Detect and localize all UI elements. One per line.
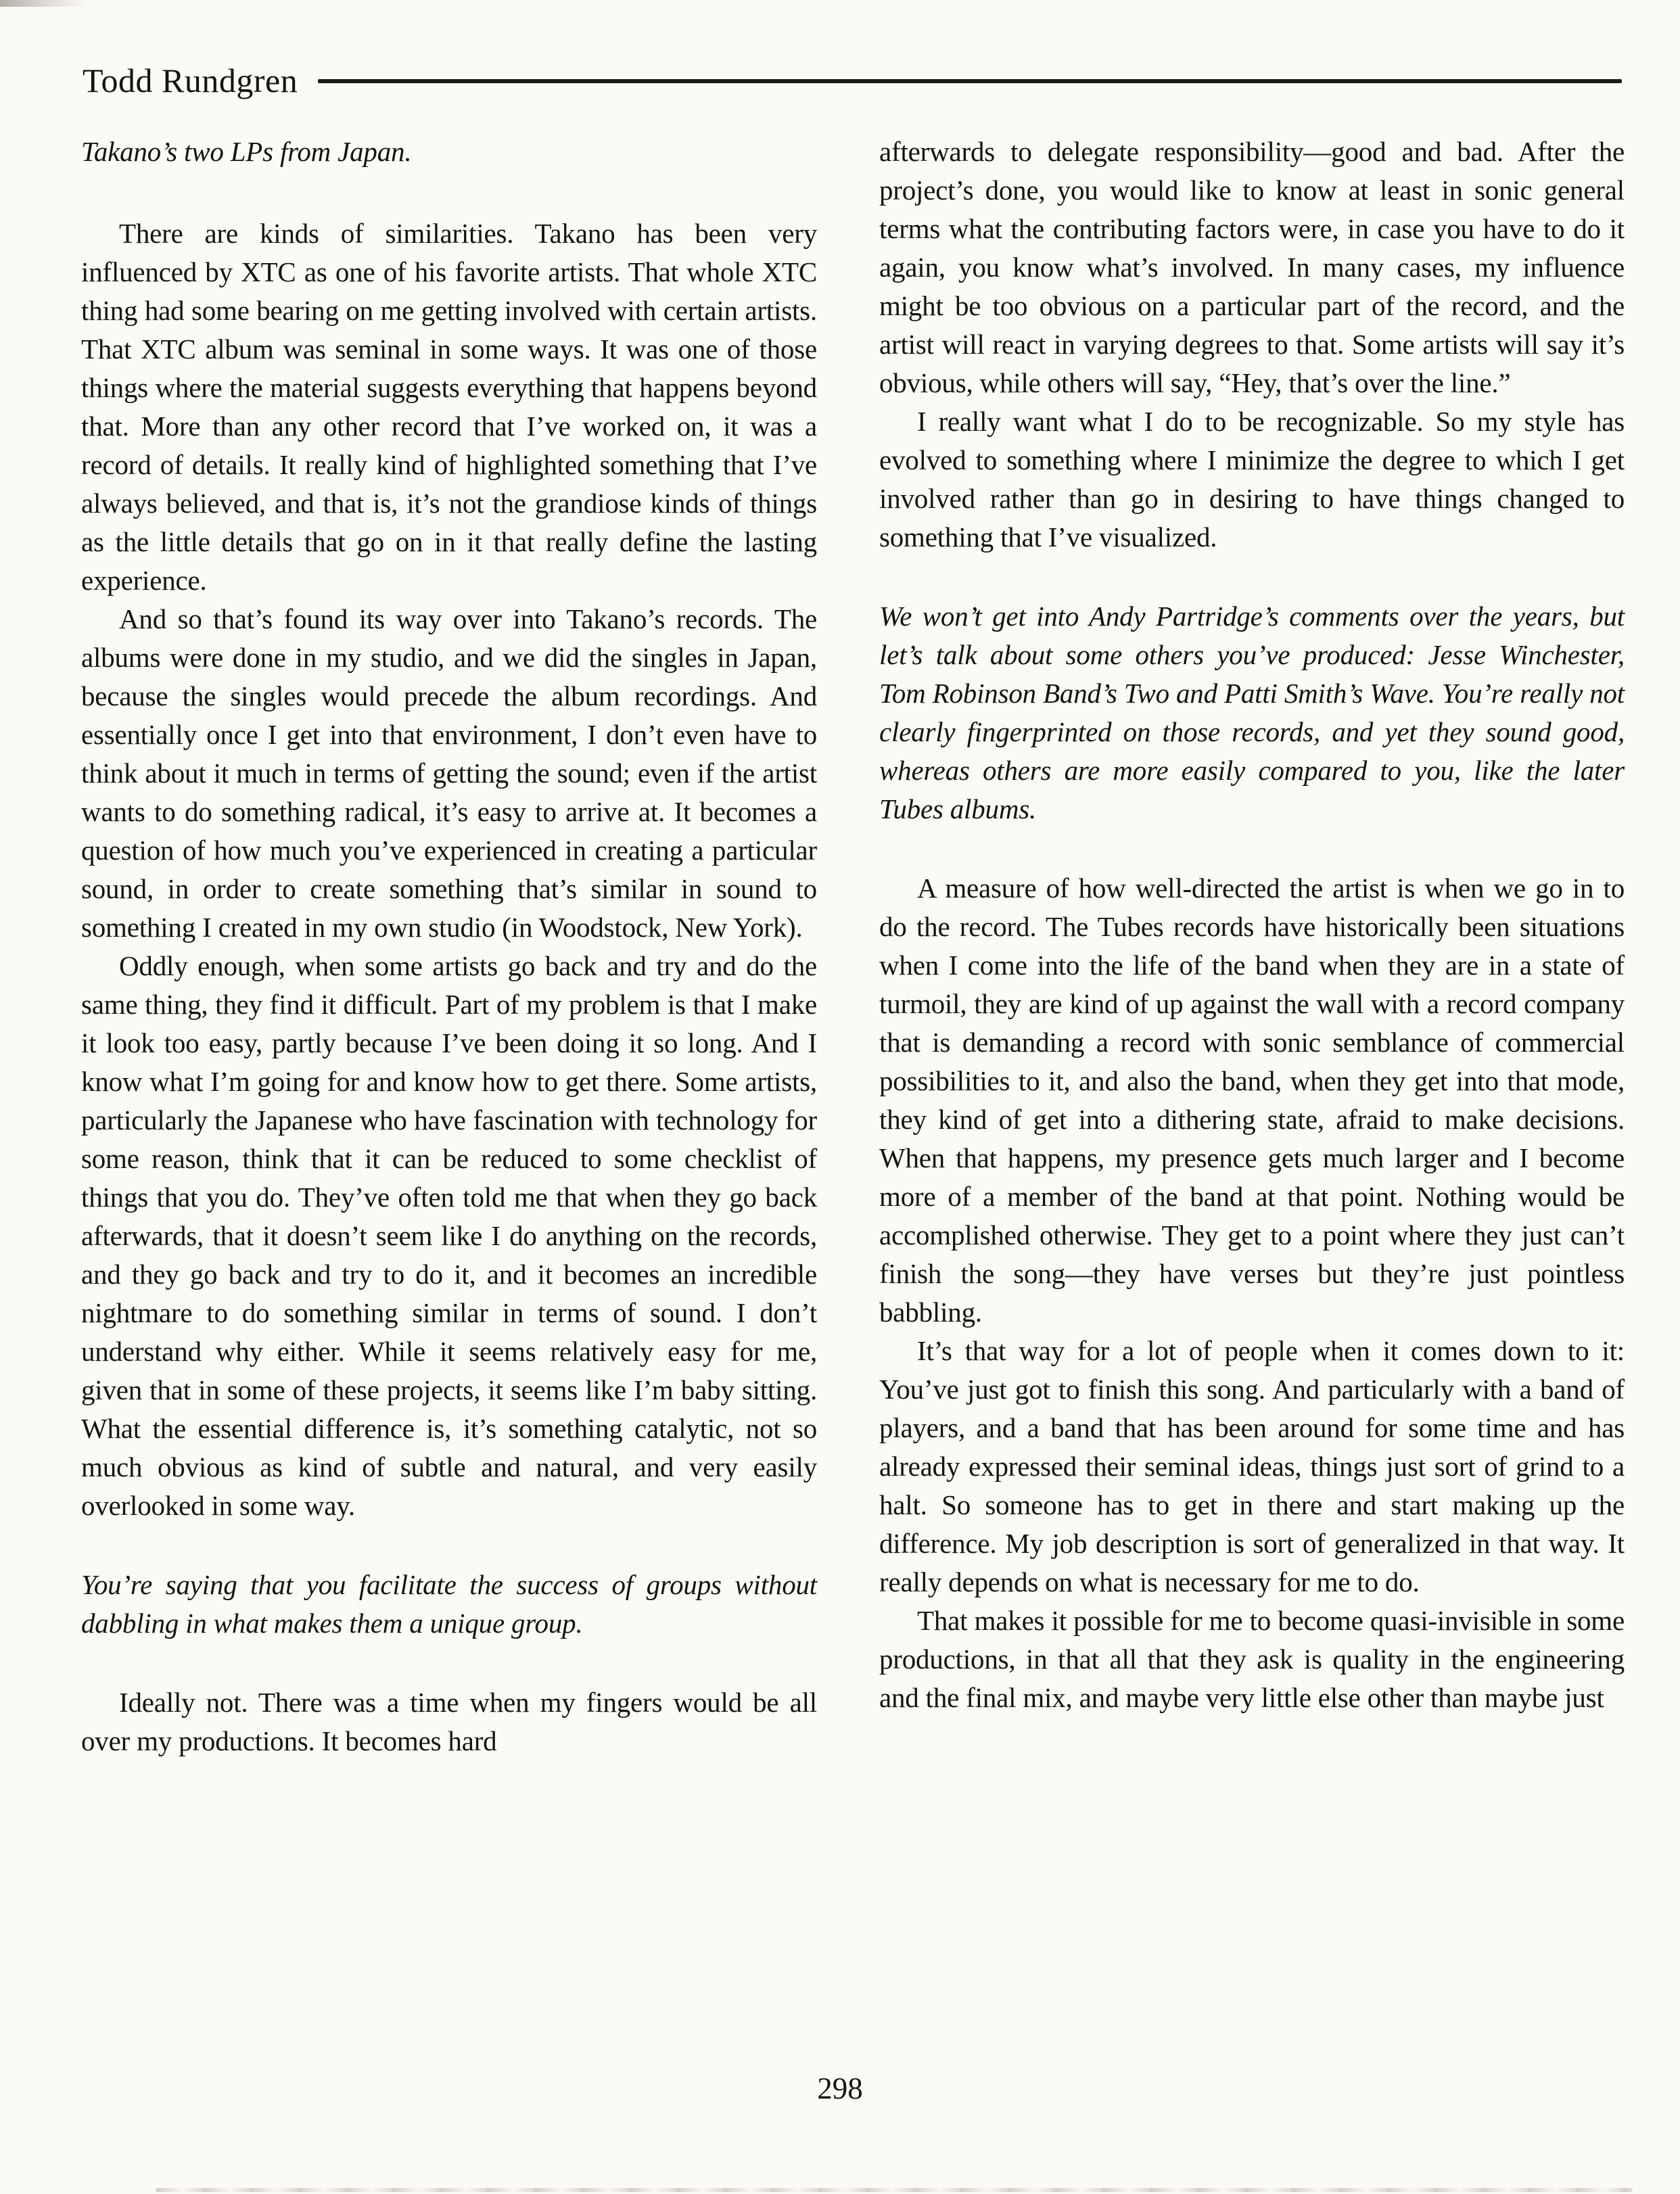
interviewer-question: You’re saying that you facilitate the success of groups without dabbling in what makes them a unique group. [81,1569,817,1639]
scan-edge-artifact [0,0,88,7]
running-header [83,64,1622,97]
scan-edge-artifact [156,2188,1633,2192]
body-paragraph: That makes it possible for me to become quasi-invisible in some productions, in that all that they ask is quality in the engineering and the final mix, and maybe very little else other than maybe just [879,1605,1625,1713]
body-paragraph: There are kinds of similarities. Takano has been very influenced by XTC as one of his favorite artists. That whole XTC thing had some bearing on me getting involved with certain artists. That XTC album was seminal in some ways. It was one of those things where the material suggests everything that happens beyond that. More than any other record that I’ve worked on, it was a record of details. It really kind of highlighted something that I’ve always believed, and that is, it’s not the grandiose kinds of things as the little details that go on in it that really define the lasting experience. [81,218,817,596]
header-rule [318,79,1622,83]
body-paragraph: Oddly enough, when some artists go back and try and do the same thing, they find it difficult. Part of my problem is that I make it look too easy, partly because I’ve been doing it so long. And I know what I’m going for and know how to get there. Some artists, particularly the Japanese who have fascination with technology for some reason, think that it can be reduced to some checklist of things that you do. They’ve often told me that when they go back afterwards, that it doesn’t seem like I do anything on the records, and they go back and try to do it, and it becomes an incredible nightmare to do something similar in terms of sound. I don’t understand why either. While it seems relatively easy for me, given that in some of these projects, it seems like I’m baby sitting. What the essential difference is, it’s something catalytic, not so much obvious as kind of subtle and natural, and very easily overlooked in some way. [81,950,817,1521]
left-column [81,133,817,1760]
body-paragraph: afterwards to delegate responsibility—good and bad. After the project’s done, you would like to know at least in sonic general terms what the contributing factors were, in case you have to do it again, you know what’s involved. In many cases, my influence might be too obvious on a particular part of the record, and the artist will react in varying degrees to that. Some artists will say it’s obvious, while others will say, “Hey, that’s over the line.” [879,136,1625,398]
page-number: 298 [817,2072,863,2105]
body-paragraph: A measure of how well-directed the artist is when we go in to do the record. The Tubes records have historically been situations when I come into the life of the band when they are in a state of turmoil, they are kind of up against the wall with a record company that is demanding a record with sonic semblance of commercial possibilities to it, and also the band, when they get into that mode, they kind of get into a dithering state, afraid to make decisions. When that happens, my presence gets much larger and I become more of a member of the band at that point. Nothing would be accomplished otherwise. They get to a point where they just can’t finish the song—they have verses but they’re just pointless babbling. [879,872,1625,1328]
right-column [879,133,1625,1717]
running-header-title: Todd Rundgren [83,62,298,99]
body-paragraph: And so that’s found its way over into Takano’s records. The albums were done in my studio, and we did the singles in Japan, because the singles would precede the album recordings. And essentially once I get into that environment, I don’t even have to think about it much in terms of getting the sound; even if the artist wants to do something radical, it’s easy to arrive at. It becomes a question of how much you’ve experienced in creating a particular sound, in order to create something that’s similar in sound to something I created in my own studio (in Woodstock, New York). [81,603,817,943]
body-paragraph: Ideally not. There was a time when my fingers would be all over my productions. It becomes hard [81,1687,817,1756]
body-paragraph: It’s that way for a lot of people when it comes down to it: You’ve just got to finish this song. And particularly with a band of players, and a band that has been around for some time and has already expressed their seminal ideas, things just sort of grind to a halt. So someone has to get in there and start making up the difference. My job description is sort of generalized in that way. It really depends on what is necessary for me to do. [879,1335,1625,1597]
photo-caption: Takano’s two LPs from Japan. [81,136,412,167]
interviewer-question: We won’t get into Andy Partridge’s comments over the years, but let’s talk about some others you’ve produced: Jesse Winchester, Tom Robinson Band’s Two and Patti Smith’s Wave. You’re really not clearly fingerprinted on those records, and yet they sound good, whereas others are more easily compared to you, like the later Tubes albums. [879,601,1625,824]
body-paragraph: I really want what I do to be recognizable. So my style has evolved to something where I minimize the degree to which I get involved rather than go in desiring to have things changed to something that I’ve visualized. [879,406,1625,553]
